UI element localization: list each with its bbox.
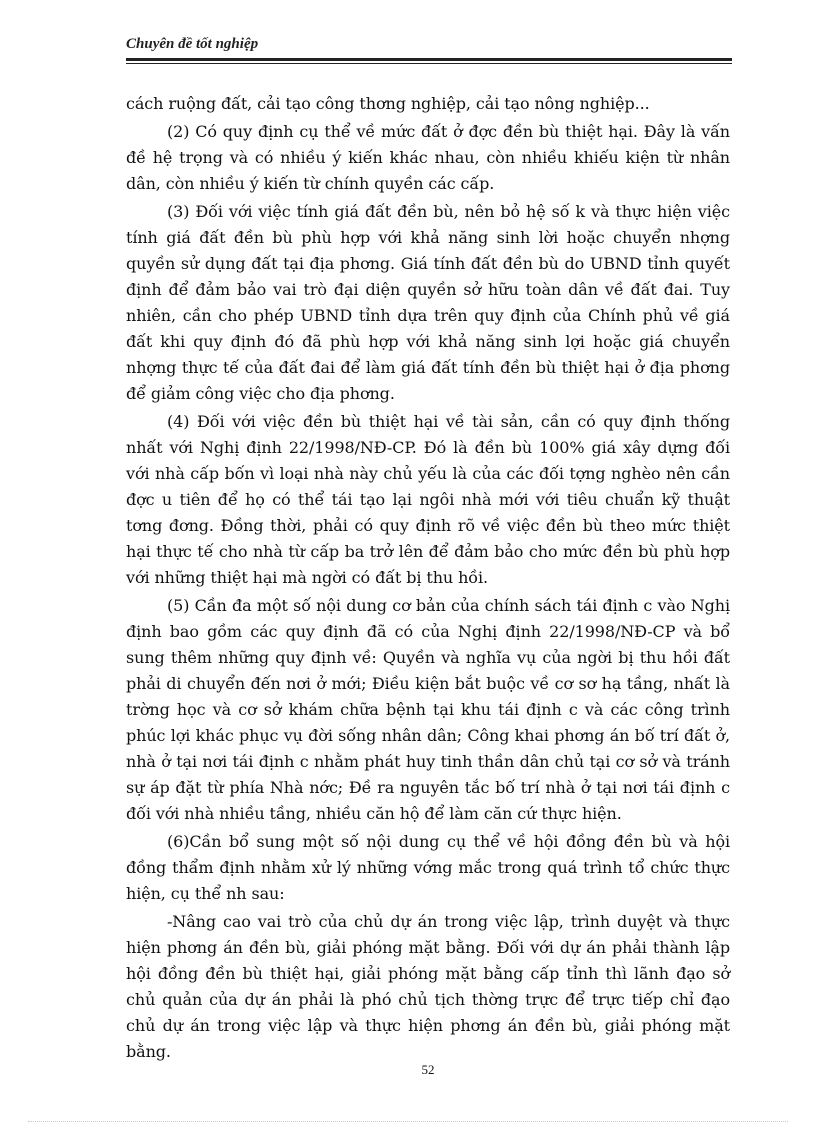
paragraph-bullet: -Nâng cao vai trò của chủ dự án trong việc lập, trình duyệt và thực hiện phơng án đền bù, giải phóng mặt bằng. Đối với dự án phải thành lập hội đồng đền bù thiệt hại, giải phóng mặt bằng cấp tỉnh thì lãnh đạo sở chủ quản của dự án phải là phó chủ tịch thờng trực để trực tiếp chỉ đạo chủ dự án trong việc lập và thực hiện phơng án đền bù, giải phóng mặt bằng. bbox=[126, 912, 730, 1061]
body-text bbox=[126, 91, 730, 1067]
footer-divider bbox=[28, 1121, 788, 1122]
running-header: Chuyên đề tốt nghiệp bbox=[126, 36, 259, 52]
paragraph-item-2: (2) Có quy định cụ thể về mức đất ở đợc đền bù thiệt hại. Đây là vấn đề hệ trọng và có nhiều ý kiến khác nhau, còn nhiều khiếu kiện từ nhân dân, còn nhiều ý kiến từ chính quyền các cấp. bbox=[126, 122, 730, 193]
paragraph-item-6: (6)Cần bổ sung một số nội dung cụ thể về hội đồng đền bù và hội đồng thẩm định nhằm xử lý những vớng mắc trong quá trình tổ chức thực hiện, cụ thể nh sau: bbox=[126, 832, 730, 903]
paragraph-continuation: cách ruộng đất, cải tạo công thơng nghiệp, cải tạo nông nghiệp... bbox=[126, 94, 650, 113]
paragraph-item-3: (3) Đối với việc tính giá đất đền bù, nên bỏ hệ số k và thực hiện việc tính giá đất đền bù phù hợp với khả năng sinh lời hoặc chuyển nhợng quyền sử dụng đất tại địa phơng. Giá tính đất đền bù do UBND tỉnh quyết định để đảm bảo vai trò đại diện quyền sở hữu toàn dân về đất đai. Tuy nhiên, cần cho phép UBND tỉnh dựa trên quy định của Chính phủ về giá đất khi quy định đó đã phù hợp với khả năng sinh lợi hoặc giá chuyển nhợng thực tế của đất đai để làm giá đất tính đền bù thiệt hại ở địa phơng để giảm công việc cho địa phơng. bbox=[126, 202, 730, 403]
paragraph-item-5: (5) Cần đa một số nội dung cơ bản của chính sách tái định c vào Nghị định bao gồm các quy định đã có của Nghị định 22/1998/NĐ-CP và bổ sung thêm những quy định về: Quyền và nghĩa vụ của ngời bị thu hồi đất phải di chuyển đến nơi ở mới; Điều kiện bắt buộc về cơ sơ hạ tầng, nhất là trờng học và cơ sở khám chữa bệnh tại khu tái định c và các công trình phúc lợi khác phục vụ đời sống nhân dân; Công khai phơng án bố trí đất ở, nhà ở tại nơi tái định c nhằm phát huy tinh thần dân chủ tại cơ sở và tránh sự áp đặt từ phía Nhà nớc; Đề ra nguyên tắc bố trí nhà ở tại nơi tái định c đối với nhà nhiều tầng, nhiều căn hộ để làm căn cứ thực hiện. bbox=[126, 596, 730, 823]
header-rule bbox=[126, 58, 732, 61]
page-number: 52 bbox=[421, 1062, 435, 1077]
header-rule-thin bbox=[126, 63, 732, 64]
paragraph-item-4: (4) Đối với việc đền bù thiệt hại về tài sản, cần có quy định thống nhất với Nghị định 22/1998/NĐ-CP. Đó là đền bù 100% giá xây dựng đối với nhà cấp bốn vì loại nhà này chủ yếu là của các đối tợng nghèo nên cần đợc u tiên để họ có thể tái tạo lại ngôi nhà mới với tiêu chuẩn kỹ thuật tơng đơng. Đồng thời, phải có quy định rõ về việc đền bù theo mức thiệt hại thực tế cho nhà từ cấp ba trở lên để đảm bảo cho mức đền bù phù hợp với những thiệt hại mà ngời có đất bị thu hồi. bbox=[126, 412, 730, 587]
